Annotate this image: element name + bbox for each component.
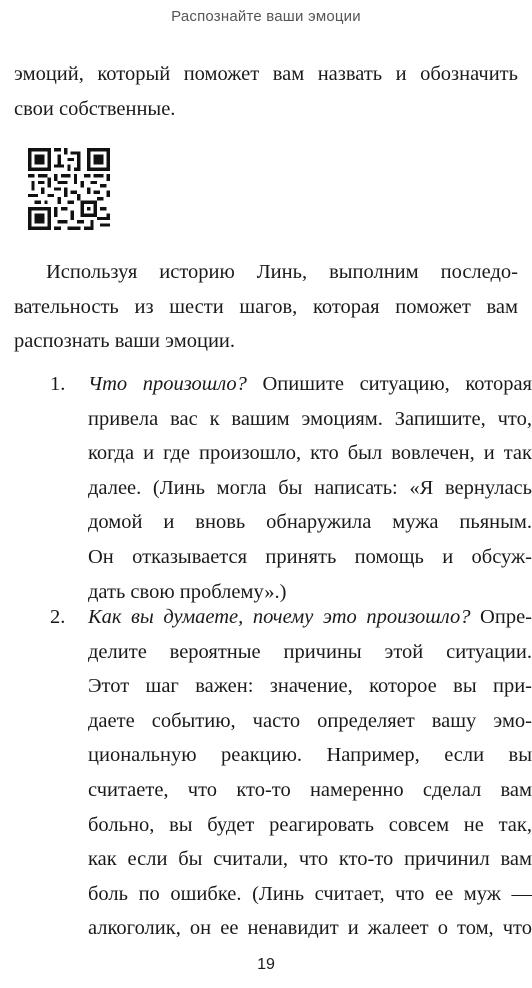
page-number: 19	[257, 956, 275, 973]
text-line: боль по ошибке. (Линь считает, что ее муж —	[88, 882, 532, 905]
text-line: считаете, что кто-то намеренно сделал вам	[88, 778, 532, 801]
step-question: Что произошло?	[88, 373, 247, 395]
text-line: как если бы считали, что кто-то причинил вам	[88, 848, 532, 871]
text-line: далее. (Линь могла бы написать: «Я вернулась	[88, 476, 532, 499]
text-line: распознать ваши эмоции.	[14, 330, 236, 353]
text-line: дать свою проблему».)	[88, 580, 287, 603]
text-line: делите вероятные причины этой ситуации.	[88, 640, 532, 663]
text-line: привела вас к вашим эмоциям. Запишите, что,	[88, 407, 532, 430]
text-line: вательность из шести шагов, которая поможет вам	[14, 295, 518, 318]
step-question: Как вы думаете, почему это произошло?	[88, 606, 471, 628]
list-item-body	[88, 600, 532, 946]
text-line: Опре-	[470, 606, 532, 628]
running-title: Распознайте ваши эмоции	[171, 8, 361, 25]
text-line: домой и вновь обнаружила мужа пьяным.	[88, 511, 532, 534]
list-number: 2.	[50, 606, 66, 628]
text-line: больно, вы будет реагировать совсем не так,	[88, 813, 532, 836]
text-line: Опишите ситуацию, которая	[246, 373, 532, 395]
text-line: эмоций, который поможет вам назвать и обозначить	[14, 63, 518, 85]
qr-code-image	[28, 148, 110, 230]
paragraph-intro	[14, 57, 518, 126]
list-number: 1.	[50, 373, 66, 395]
text-line: даете событию, часто определяет вашу эмо-	[88, 709, 532, 732]
text-line: алкоголик, он ее ненавидит и жалеет о том, что	[88, 917, 532, 940]
text-line: свои собственные.	[14, 97, 176, 120]
text-line: Этот шаг важен: значение, которое вы при-	[88, 675, 532, 698]
text-line: Используя историю Линь, выполним последо-	[46, 261, 518, 283]
text-line: циональную реакцию. Например, если вы	[88, 744, 532, 767]
list-item-body	[88, 367, 532, 609]
text-line: Он отказывается принять помощь и обсуж-	[88, 545, 532, 568]
text-line: когда и где произошло, кто был вовлечен, и так	[88, 442, 532, 465]
paragraph-steps-intro	[14, 255, 518, 359]
